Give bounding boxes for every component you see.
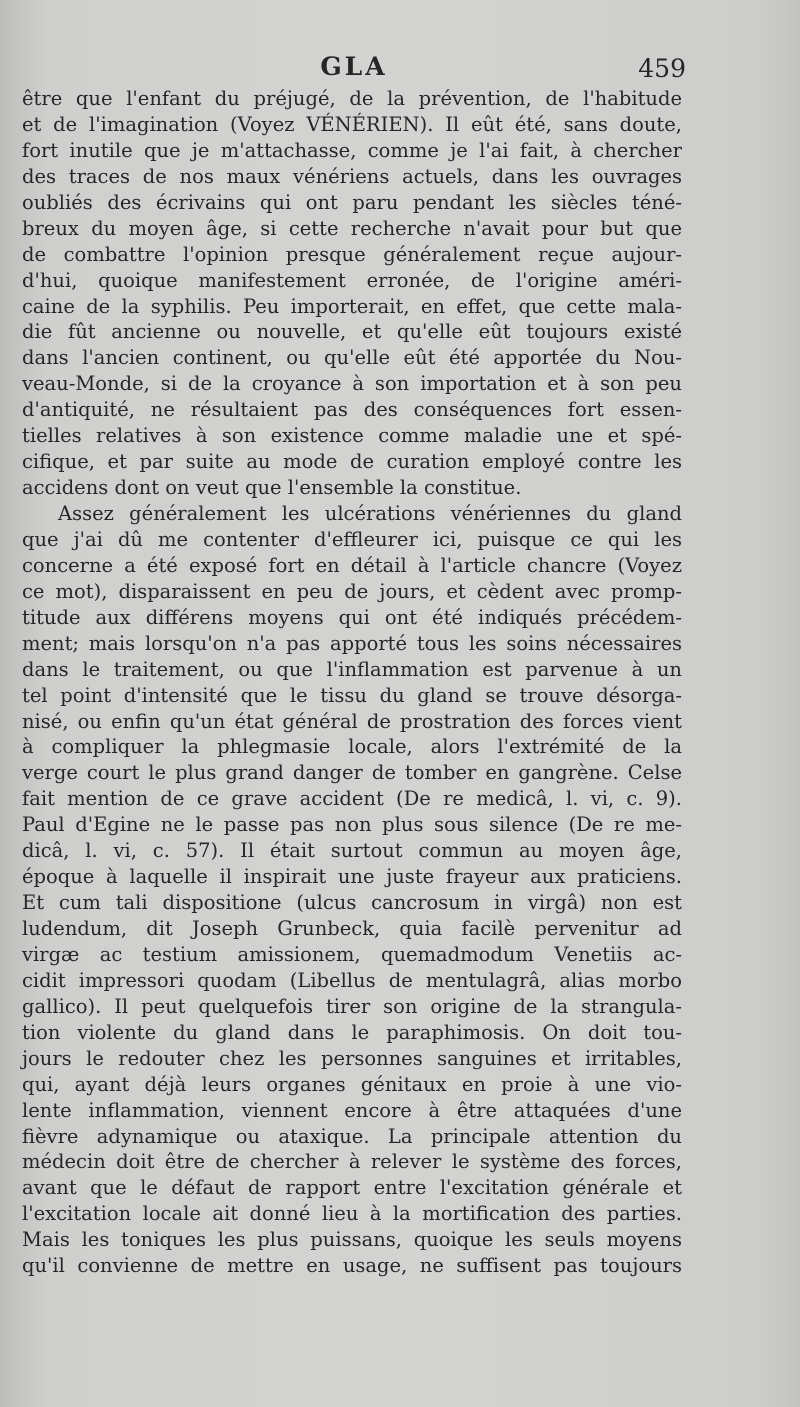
text-line: être que l'enfant du préjugé, de la prévention, de l'habitude [22,87,682,110]
text-line: l'excitation locale ait donné lieu à la mortification des parties. [22,1202,682,1226]
text-line: oubliés des écrivains qui ont paru pendant les siècles téné- [22,190,682,214]
text-line: médecin doit être de chercher à relever le système des forces, [22,1150,682,1174]
text-line: tion violente du gland dans le paraphimosis. On doit tou- [22,1020,682,1044]
text-line: qu'il convienne de mettre en usage, ne suffisent pas toujours [22,1254,682,1278]
text-line: gallico). Il peut quelquefois tirer son origine de la strangula- [22,994,682,1018]
paragraph-end-line: accidens dont on veut que l'ensemble la constitue. [22,476,522,500]
text-line: titude aux différens moyens qui ont été indiqués précédem- [22,605,682,629]
text-line: ment; mais lorsqu'on n'a pas apporté tous les soins nécessaires [22,631,682,655]
text-line: tel point d'intensité que le tissu du gland se trouve désorga- [22,683,682,707]
text-line: Mais les toniques les plus puissans, quoique les seuls moyens [22,1228,682,1252]
text-line: lente inflammation, viennent encore à être attaquées d'une [22,1098,682,1122]
running-title: GLA [320,52,388,81]
paragraph-start-line: Assez généralement les ulcérations vénériennes du gland [58,502,682,525]
text-line: die fût ancienne ou nouvelle, et qu'elle eût toujours existé [22,320,682,344]
text-line: cidit impressori quodam (Libellus de mentulagrâ, alias morbo [22,968,682,992]
text-line: fait mention de ce grave accident (De re medicâ, l. vi, c. 9). [22,787,682,811]
text-line: de combattre l'opinion presque généralement reçue aujour- [22,242,682,266]
text-line: Et cum tali dispositione (ulcus cancrosum in virgâ) non est [22,891,682,915]
text-line: ce mot), disparaissent en peu de jours, et cèdent avec promp- [22,579,682,603]
text-line: verge court le plus grand danger de tomber en gangrène. Celse [22,761,682,785]
text-line: fort inutile que je m'attachasse, comme je l'ai fait, à chercher [22,138,682,162]
text-line: avant que le défaut de rapport entre l'excitation générale et [22,1176,682,1200]
text-line: virgæ ac testium amissionem, quemadmodum Venetiis ac- [22,942,682,966]
text-line: dans le traitement, ou que l'inflammation est parvenue à un [22,657,682,681]
page-header [24,52,684,86]
text-line: Paul d'Egine ne le passe pas non plus sous silence (De re me- [22,813,682,837]
text-line: cifique, et par suite au mode de curation employé contre les [22,450,682,474]
text-line: dicâ, l. vi, c. 57). Il était surtout commun au moyen âge, [22,839,682,863]
text-line: jours le redouter chez les personnes sanguines et irritables, [22,1046,682,1070]
text-line: dans l'ancien continent, ou qu'elle eût été apportée du Nou- [22,346,682,370]
text-line: d'antiquité, ne résultaient pas des conséquences fort essen- [22,398,682,422]
text-line: d'hui, quoique manifestement erronée, de l'origine améri- [22,268,682,292]
text-line: époque à laquelle il inspirait une juste frayeur aux praticiens. [22,865,682,889]
text-line: tielles relatives à son existence comme maladie une et spé- [22,424,682,448]
text-line: concerne a été exposé fort en détail à l'article chancre (Voyez [22,553,682,577]
text-line: à compliquer la phlegmasie locale, alors l'extrémité de la [22,735,682,759]
text-line: caine de la syphilis. Peu importerait, en effet, que cette mala- [22,294,682,318]
text-line: et de l'imagination (Voyez VÉNÉRIEN). Il eût été, sans doute, [22,112,682,136]
text-line: veau-Monde, si de la croyance à son importation et à son peu [22,372,682,396]
text-line: breux du moyen âge, si cette recherche n'avait pour but que [22,216,682,240]
text-line: ludendum, dit Joseph Grunbeck, quia facilè pervenitur ad [22,917,682,940]
text-line: fièvre adynamique ou ataxique. La principale attention du [22,1124,682,1148]
text-line: des traces de nos maux vénériens actuels, dans les ouvrages [22,164,682,188]
text-line: que j'ai dû me contenter d'effleurer ici, puisque ce qui les [22,527,682,551]
text-line: nisé, ou enfin qu'un état général de prostration des forces vient [22,709,682,733]
body-text [22,86,682,1279]
page-number: 459 [638,54,686,83]
text-line: qui, ayant déjà leurs organes génitaux en proie à une vio- [22,1072,682,1096]
